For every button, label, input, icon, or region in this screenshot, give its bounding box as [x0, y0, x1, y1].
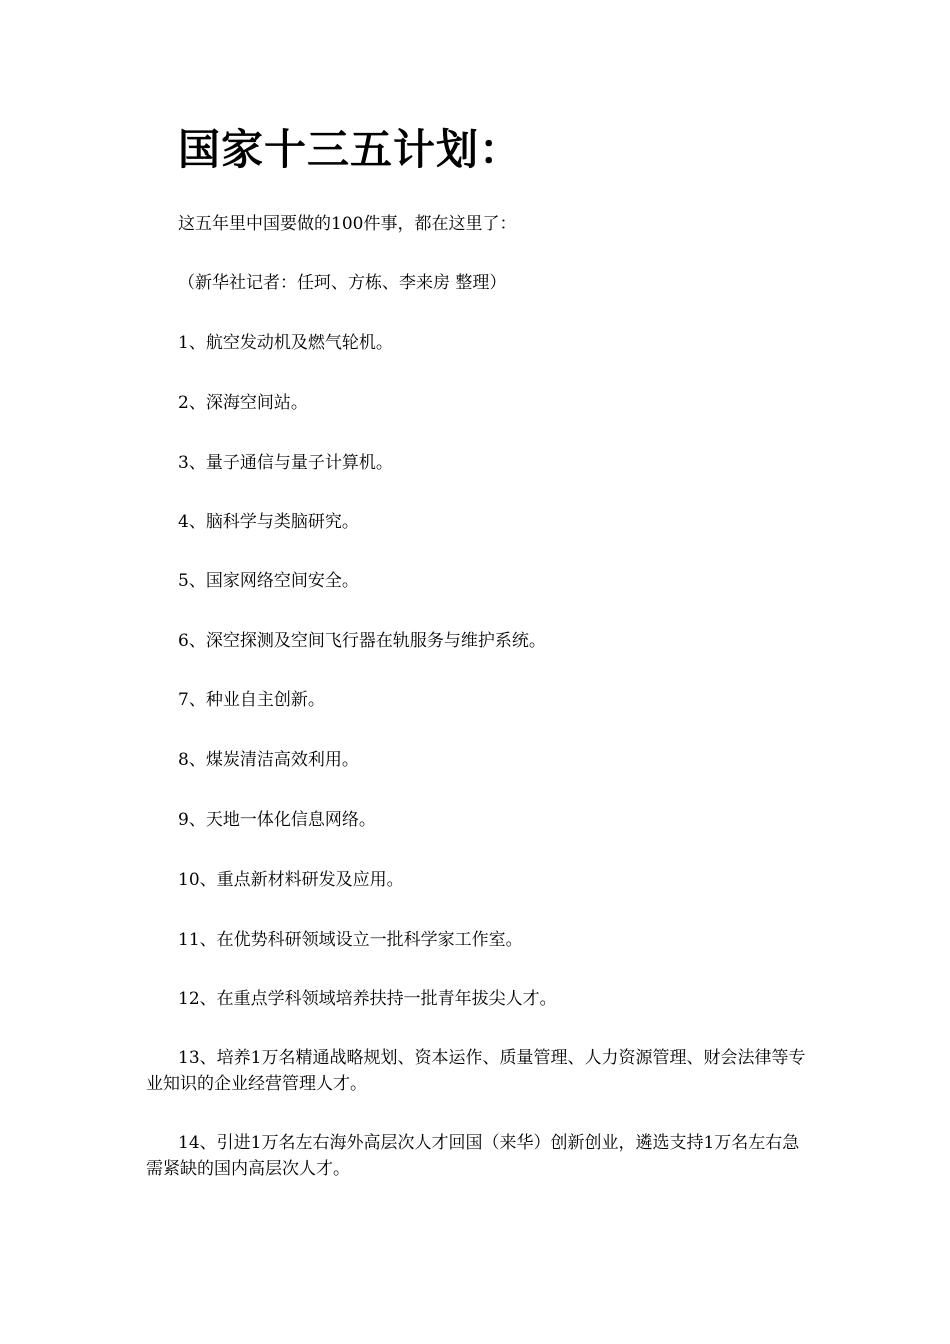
intro-paragraph: 这五年里中国要做的100件事，都在这里了：: [178, 214, 517, 234]
list-item: 13、培养1万名精通战略规划、资本运作、质量管理、人力资源管理、财会法律等专业知识的企业经营管理人才。: [146, 1048, 806, 1094]
list-item: 2、深海空间站。: [178, 393, 308, 413]
document-title: 国家十三五计划：: [178, 125, 523, 174]
list-item: 4、脑科学与类脑研究。: [178, 512, 359, 532]
list-item: 3、量子通信与量子计算机。: [178, 453, 393, 473]
list-item: 8、煤炭清洁高效利用。: [178, 750, 359, 770]
list-item: 1、航空发动机及燃气轮机。: [178, 333, 393, 353]
list-item: 12、在重点学科领域培养扶持一批青年拔尖人才。: [178, 989, 557, 1009]
list-item: 14、引进1万名左右海外高层次人才回国（来华）创新创业，遴选支持1万名左右急需紧缺的国内高层次人才。: [146, 1133, 800, 1179]
credit-paragraph: （新华社记者：任珂、方栋、李来房 整理）: [178, 273, 507, 293]
list-item: 7、种业自主创新。: [178, 690, 325, 710]
list-item: 9、天地一体化信息网络。: [178, 810, 376, 830]
list-item: 11、在优势科研领域设立一批科学家工作室。: [178, 930, 523, 950]
list-item: 6、深空探测及空间飞行器在轨服务与维护系统。: [178, 631, 546, 651]
list-item: 5、国家网络空间安全。: [178, 571, 359, 591]
list-item: 10、重点新材料研发及应用。: [178, 870, 404, 890]
